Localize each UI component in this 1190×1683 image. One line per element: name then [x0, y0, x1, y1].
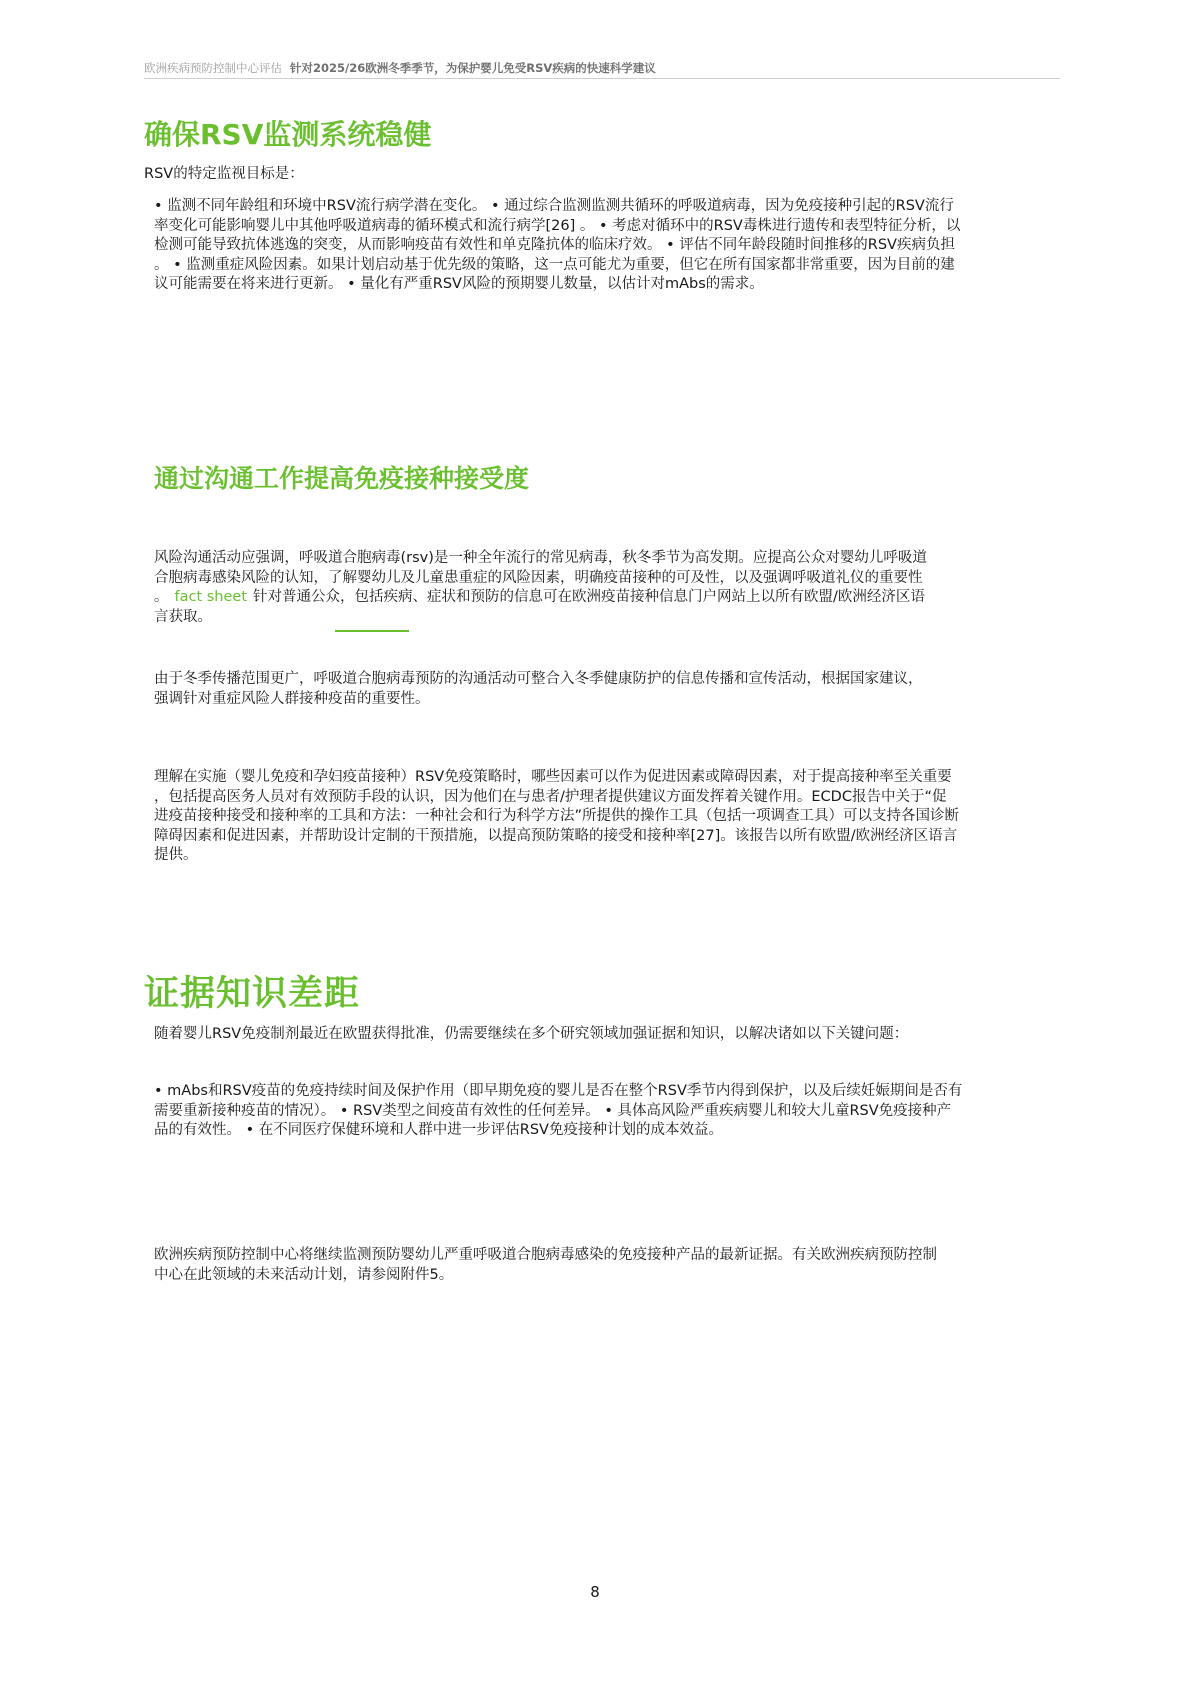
section-heading-communication: 通过沟通工作提高免疫接种接受度	[154, 464, 530, 493]
section2-paragraph-1	[154, 549, 927, 627]
section2-paragraph-2	[154, 670, 923, 709]
section-heading-evidence-gaps: 证据知识差距	[144, 974, 361, 1014]
section2-paragraph-3	[154, 768, 959, 866]
section3-bullets	[154, 1082, 962, 1141]
text-line: 中心在此领域的未来活动计划，请参阅附件5。	[154, 1266, 454, 1283]
text-line: 风险沟通活动应强调，呼吸道合胞病毒(rsv)是一种全年流行的常见病毒，秋冬季节为高发期。应提高公众对婴幼儿呼吸道	[154, 550, 927, 566]
text-line: 进疫苗接种接受和接种率的工具和方法：一种社会和行为科学方法”所提供的操作工具（包括一项调查工具）可以支持各国诊断	[154, 808, 960, 824]
page-number: 8	[590, 1583, 600, 1601]
text-line: • mAbs和RSV疫苗的免疫持续时间及保护作用（即早期免疫的婴儿是否在整个RSV季节内得到保护，以及后续妊娠期间是否有	[154, 1083, 963, 1099]
section1-bullets	[154, 197, 960, 295]
header-divider	[144, 78, 1060, 79]
text-line: ，包括提高医务人员对有效预防手段的认识，因为他们在与患者/护理者提供建议方面发挥着关键作用。ECDC报告中关于“促	[154, 788, 947, 805]
running-header	[144, 60, 656, 76]
link-underline	[335, 630, 409, 632]
section3-intro: 随着婴儿RSV免疫制剂最近在欧盟获得批准，仍需要继续在多个研究领域加强证据和知识，以解决诸如以下关键问题：	[154, 1026, 909, 1042]
text-line: 强调针对重症风险人群接种疫苗的重要性。	[154, 690, 430, 707]
text-line: • 监测不同年龄组和环境中RSV流行病学潜在变化。 • 通过综合监测监测共循环的呼吸道病毒，因为免疫接种引起的RSV流行	[154, 198, 954, 214]
section3-closing	[154, 1246, 937, 1285]
fact-sheet-link[interactable]: fact sheet	[174, 589, 248, 605]
header-org: 欧洲疾病预防控制中心评估	[144, 61, 282, 75]
text-line: 品的有效性。 • 在不同医疗保健环境和人群中进一步评估RSV免疫接种计划的成本效益。	[154, 1122, 723, 1138]
text-line: 由于冬季传播范围更广，呼吸道合胞病毒预防的沟通活动可整合入冬季健康防护的信息传播和宣传活动，根据国家建议，	[154, 671, 923, 687]
section1-intro: RSV的特定监视目标是：	[144, 166, 304, 182]
text-fragment: 。	[154, 589, 169, 605]
text-line-with-link	[154, 588, 927, 608]
text-line: 合胞病毒感染风险的认知，了解婴幼儿及儿童患重症的风险因素，明确疫苗接种的可及性，以及强调呼吸道礼仪的重要性	[154, 569, 923, 586]
text-line: 理解在实施（婴儿免疫和孕妇疫苗接种）RSV免疫策略时，哪些因素可以作为促进因素或障碍因素，对于提高接种率至关重要	[154, 769, 952, 785]
text-line: 欧洲疾病预防控制中心将继续监测预防婴幼儿严重呼吸道合胞病毒感染的免疫接种产品的最新证据。有关欧洲疾病预防控制	[154, 1247, 937, 1263]
text-line: 。 • 监测重症风险因素。如果计划启动基于优先级的策略，这一点可能尤为重要，但它在所有国家都非常重要，因为目前的建	[154, 256, 955, 273]
text-line: 障碍因素和促进因素，并帮助设计定制的干预措施，以提高预防策略的接受和接种率[27]。该报告以所有欧盟/欧洲经济区语言	[154, 827, 958, 844]
header-title: 针对2025/26欧洲冬季季节，为保护婴儿免受RSV疾病的快速科学建议	[290, 61, 656, 75]
text-line: 提供。	[154, 847, 198, 863]
text-line: 需要重新接种疫苗的情况）。 • RSV类型之间疫苗有效性的任何差异。 • 具体高风险严重疾病婴儿和较大儿童RSV免疫接种产	[154, 1102, 952, 1119]
text-fragment: 针对普通公众，包括疾病、症状和预防的信息可在欧洲疫苗接种信息门户网站上以所有欧盟/欧洲经济区语	[253, 589, 925, 605]
text-line: 言获取。	[154, 608, 212, 625]
text-line: 检测可能导致抗体逃逸的突变，从而影响疫苗有效性和单克隆抗体的临床疗效。 • 评估不同年龄段随时间推移的RSV疾病负担	[154, 237, 955, 253]
section-heading-surveillance: 确保RSV监测系统稳健	[144, 118, 432, 151]
text-line: 议可能需要在将来进行更新。 • 量化有严重RSV风险的预期婴儿数量，以估计对mAbs的需求。	[154, 276, 764, 292]
text-line: 率变化可能影响婴儿中其他呼吸道病毒的循环模式和流行病学[26] 。 • 考虑对循环中的RSV毒株进行遗传和表型特征分析，以	[154, 217, 961, 234]
